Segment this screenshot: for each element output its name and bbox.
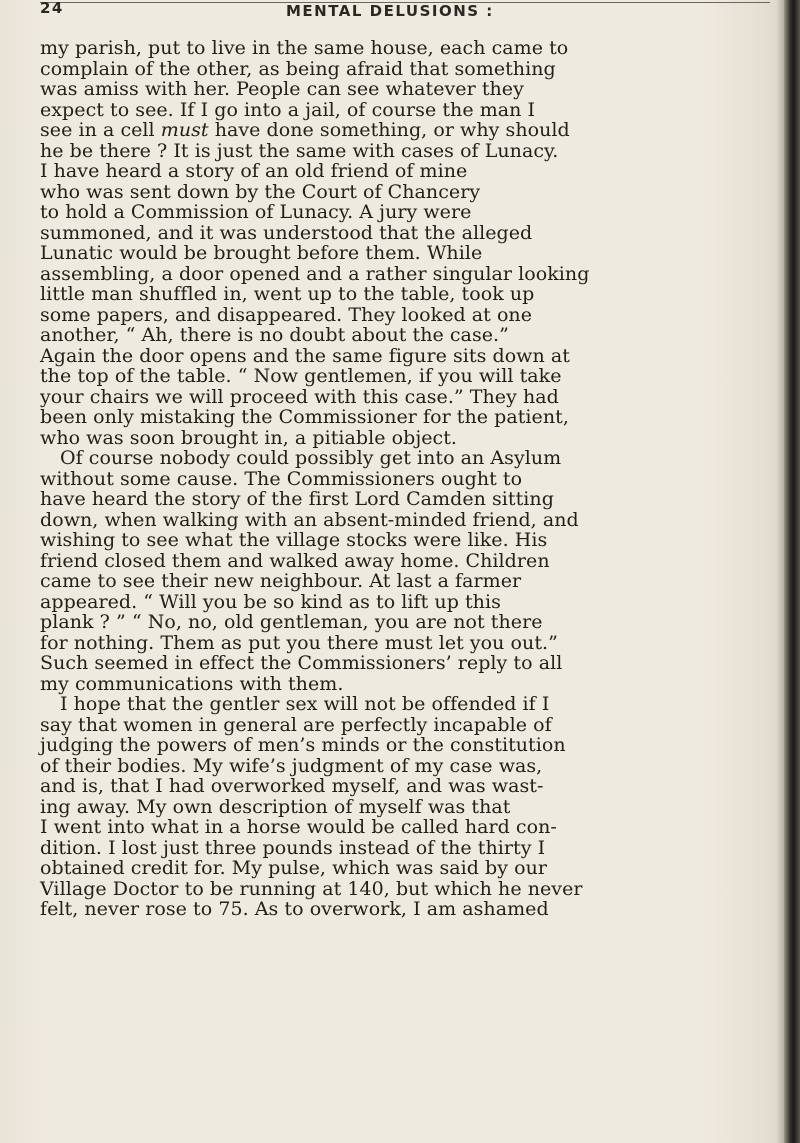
text-line: Again the door opens and the same figure sits down at <box>40 344 570 367</box>
body-text <box>40 38 772 920</box>
page-gutter-shadow <box>776 0 784 1143</box>
text-line: who was sent down by the Court of Chancery <box>40 180 481 203</box>
text-line: summoned, and it was understood that the alleged <box>40 221 533 244</box>
text-line: complain of the other, as being afraid that something <box>40 57 556 80</box>
text-segment: have done something, or why should <box>208 119 570 141</box>
book-spine <box>784 0 800 1143</box>
text-line: of their bodies. My wife’s judgment of my case was, <box>40 754 543 777</box>
text-line: who was soon brought in, a pitiable object. <box>40 426 458 449</box>
text-line: down, when walking with an absent-minded friend, and <box>40 508 579 531</box>
text-line: I have heard a story of an old friend of mine <box>40 160 468 182</box>
text-line: Lunatic would be brought before them. While <box>40 242 483 264</box>
text-line: he be there ? It is just the same with cases of Lunacy. <box>40 139 559 162</box>
text-line: expect to see. If I go into a jail, of course the man I <box>40 98 536 121</box>
text-line: my communications with them. <box>40 672 344 695</box>
text-line: came to see their new neighbour. At last a farmer <box>40 570 522 592</box>
text-segment: see in a cell <box>40 119 161 141</box>
running-head: MENTAL DELUSIONS : <box>286 2 494 20</box>
text-line: Village Doctor to be running at 140, but which he never <box>40 877 583 900</box>
text-line: I hope that the gentler sex will not be offended if I <box>60 693 550 715</box>
text-line: have heard the story of the first Lord Camden sitting <box>40 488 554 510</box>
text-line: was amiss with her. People can see whatever they <box>40 78 524 100</box>
text-line: felt, never rose to 75. As to overwork, I am ashamed <box>40 898 549 920</box>
text-line: to hold a Commission of Lunacy. A jury were <box>40 201 472 223</box>
text-line: assembling, a door opened and a rather singular looking <box>40 262 590 285</box>
text-line: ing away. My own description of myself was that <box>40 795 511 818</box>
text-line: the top of the table. “ Now gentlemen, if you will take <box>40 365 562 387</box>
text-line: appeared. “ Will you be so kind as to lift up this <box>40 590 501 613</box>
text-line <box>40 120 772 141</box>
text-line: little man shuffled in, went up to the table, took up <box>40 283 535 305</box>
emphasis-text: must <box>160 119 209 141</box>
text-line: some papers, and disappeared. They looked at one <box>40 303 533 326</box>
text-line: without some cause. The Commissioners ought to <box>40 467 523 490</box>
text-line: dition. I lost just three pounds instead of the thirty I <box>40 836 546 859</box>
page-header <box>40 2 770 20</box>
text-line: Of course nobody could possibly get into an Asylum <box>60 447 562 469</box>
text-line: friend closed them and walked away home. Children <box>40 549 550 572</box>
text-line: my parish, put to live in the same house, each came to <box>40 37 569 59</box>
text-line: been only mistaking the Commissioner for the patient, <box>40 406 569 428</box>
text-line: say that women in general are perfectly incapable of <box>40 713 552 736</box>
text-line: for nothing. Them as put you there must let you out.” <box>40 631 558 654</box>
text-line: your chairs we will proceed with this case.” They had <box>40 385 559 408</box>
page-number: 24 <box>40 0 64 17</box>
text-line: another, “ Ah, there is no doubt about the case.” <box>40 324 509 346</box>
text-line: and is, that I had overworked myself, and was wast- <box>40 775 544 797</box>
text-line: wishing to see what the village stocks were like. His <box>40 529 548 551</box>
text-line: judging the powers of men’s minds or the constitution <box>40 734 566 756</box>
text-line: Such seemed in effect the Commissioners’ reply to all <box>40 652 563 674</box>
text-line: plank ? ” “ No, no, old gentleman, you are not there <box>40 611 543 633</box>
text-line: obtained credit for. My pulse, which was said by our <box>40 857 548 879</box>
text-line: I went into what in a horse would be called hard con- <box>40 816 557 838</box>
